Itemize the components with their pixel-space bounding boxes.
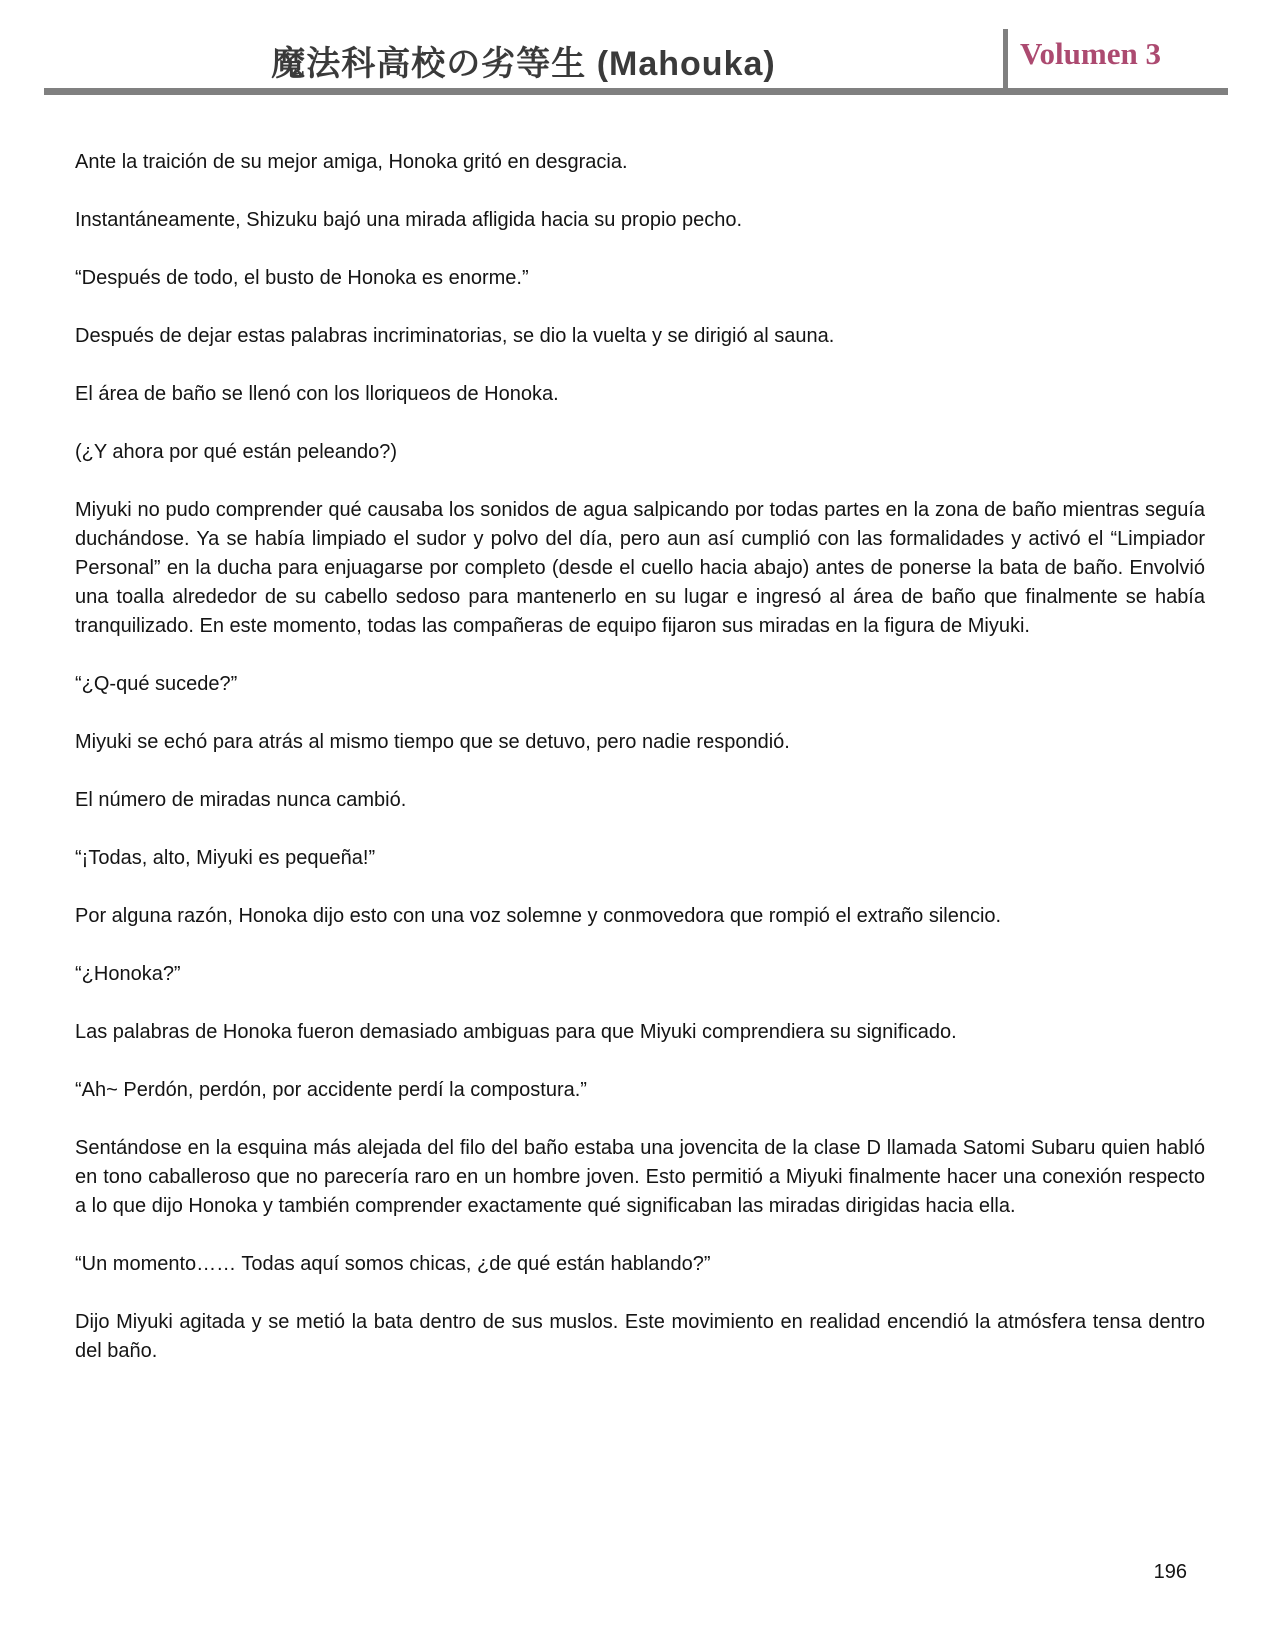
body-paragraph: Ante la traición de su mejor amiga, Honoka gritó en desgracia. xyxy=(75,151,628,173)
body-paragraph: El número de miradas nunca cambió. xyxy=(75,789,407,811)
header-divider xyxy=(1003,29,1008,91)
page-number: 196 xyxy=(1153,1561,1187,1583)
body-paragraph: Sentándose en la esquina más alejada del filo del baño estaba una jovencita de la clase D llamada Satomi Subaru quien habló en tono caballeroso que no parecería raro en un hombre joven. Esto permitió a Miyuki finalmente hacer una conexión respecto a lo que dijo Honoka y también comprender exactamente qué significaban las miradas dirigidas hacia ella. xyxy=(75,1137,1205,1217)
body-paragraph: “¡Todas, alto, Miyuki es pequeña!” xyxy=(75,847,376,869)
header-rule xyxy=(44,88,1228,95)
body-paragraph: “¿Q-qué sucede?” xyxy=(75,673,238,695)
body-paragraph: El área de baño se llenó con los lloriqueos de Honoka. xyxy=(75,383,559,405)
body-paragraph: Por alguna razón, Honoka dijo esto con una voz solemne y conmovedora que rompió el extraño silencio. xyxy=(75,905,1002,927)
body-paragraph: “Después de todo, el busto de Honoka es enorme.” xyxy=(75,267,529,289)
body-paragraph: “¿Honoka?” xyxy=(75,963,181,985)
body-paragraph: Miyuki no pudo comprender qué causaba los sonidos de agua salpicando por todas partes en la zona de baño mientras seguía duchándose. Ya se había limpiado el sudor y polvo del día, pero aun así cumplió con las formalidades y activó el “Limpiador Personal” en la ducha para enjuagarse por completo (desde el cuello hacia abajo) antes de ponerse la bata de baño. Envolvió una toalla alrededor de su cabello sedoso para mantenerlo en su lugar e ingresó al área de baño que finalmente se había tranquilizado. En este momento, todas las compañeras de equipo fijaron sus miradas en la figura de Miyuki. xyxy=(75,499,1205,637)
body-paragraph: Miyuki se echó para atrás al mismo tiempo que se detuvo, pero nadie respondió. xyxy=(75,731,790,753)
body-paragraph: “Un momento…… Todas aquí somos chicas, ¿de qué están hablando?” xyxy=(75,1253,711,1275)
header-volume-label: Volumen 3 xyxy=(1020,36,1161,71)
body-paragraph: Las palabras de Honoka fueron demasiado ambiguas para que Miyuki comprendiera su significado. xyxy=(75,1021,957,1043)
page-body xyxy=(75,148,1205,1395)
body-paragraph: Después de dejar estas palabras incriminatorias, se dio la vuelta y se dirigió al sauna. xyxy=(75,325,835,347)
body-paragraph: Instantáneamente, Shizuku bajó una mirada afligida hacia su propio pecho. xyxy=(75,209,743,231)
header-title: 魔法科高校の劣等生 (Mahouka) xyxy=(271,45,776,83)
body-paragraph: “Ah~ Perdón, perdón, por accidente perdí la compostura.” xyxy=(75,1079,587,1101)
body-paragraph: (¿Y ahora por qué están peleando?) xyxy=(75,441,398,463)
body-paragraph: Dijo Miyuki agitada y se metió la bata dentro de sus muslos. Este movimiento en realidad encendió la atmósfera tensa dentro del baño. xyxy=(75,1311,1205,1362)
